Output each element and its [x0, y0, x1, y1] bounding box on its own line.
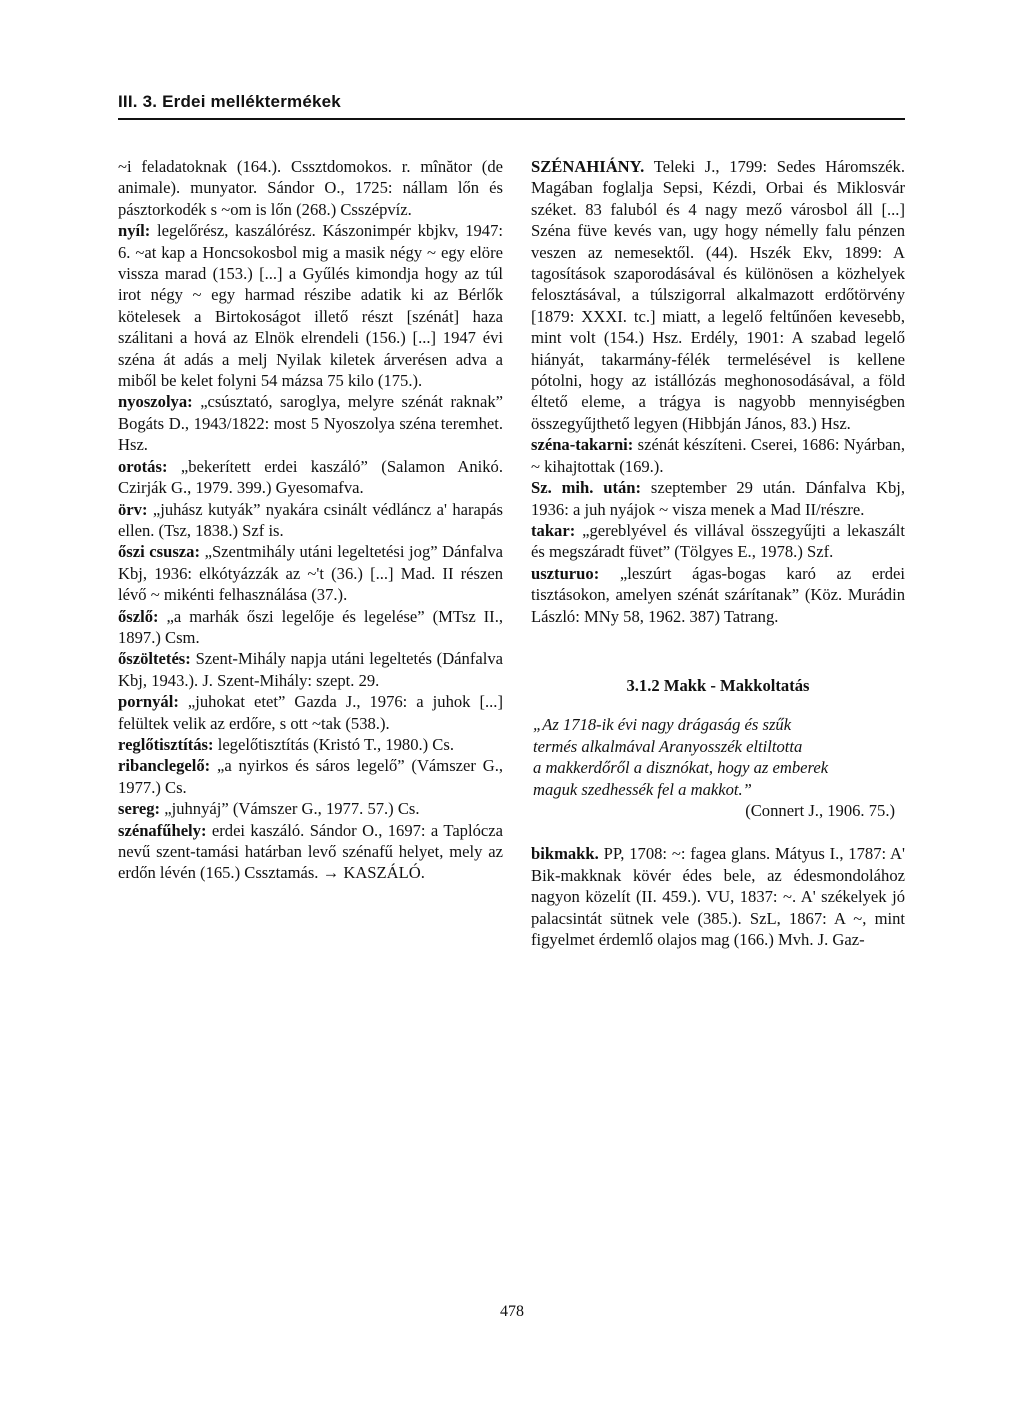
- left-column: [118, 156, 503, 884]
- right-column: [531, 156, 905, 950]
- dictionary-entry: [118, 734, 503, 755]
- entry-text: Szent-Mihály napja utáni legeltetés (Dánfalva Kbj, 1943.). J. Szent-Mihály: szept. 29.: [118, 649, 503, 690]
- dictionary-entry: [118, 820, 503, 884]
- entry-text: „juhnyáj” (Vámszer G., 1977. 57.) Cs.: [164, 799, 420, 819]
- entry-headword: reglőtisztítás:: [118, 734, 214, 754]
- entry-text: „gereblyével és villával összegyűjti a lekaszált és megszáradt füvet” (Tölgyes E., 1978.) Szf.: [531, 520, 905, 562]
- entry-headword: sereg:: [118, 799, 161, 819]
- dictionary-entry: [118, 456, 503, 499]
- quote-line: maguk szedhessék fel a makkot.”: [533, 779, 752, 799]
- entry-headword: uszturuo:: [531, 563, 600, 583]
- dictionary-entry: [118, 755, 503, 798]
- entry-headword: őszi csusza:: [118, 542, 200, 562]
- entry-text: PP, 1708: ~: fagea glans. Mátyus I., 1787: A' Bik-makknak kövér édes bele, az édesmondolához nagyon közelít (II. 459.). VU, 1837: ~. A' székelyek jó palacsintát sütnek vele (385.). SzL, 1867: A ~, mint figyelmet érdemlő olajos mag (166.) Mvh. J. Gaz-: [531, 844, 905, 949]
- epigraph-quote: [531, 714, 905, 800]
- entry-headword: nyoszolya:: [118, 392, 193, 412]
- entry-text: „Szentmihály utáni legeltetési jog” Dánfalva Kbj, 1936: elkótyázzák az ~'t (36.) [...] Mad. II részen lévő ~ mikénti felhasználása (37.).: [118, 542, 503, 605]
- entry-headword: SZÉNAHIÁNY.: [531, 157, 645, 176]
- entry-text: szénát készíteni. Cserei, 1686: Nyárban, ~ kihajtottak (169.).: [531, 435, 905, 476]
- header-rule: [118, 118, 905, 120]
- entry-headword: orotás:: [118, 456, 168, 476]
- entry-headword: nyíl:: [118, 221, 151, 241]
- entry-text: szeptember 29 után. Dánfalva Kbj, 1936: a juh nyájok ~ visza menek a Mad II/részre.: [531, 478, 906, 519]
- dictionary-entry: [118, 156, 503, 220]
- quote-line: a makkerdőről a disznókat, hogy az emberek: [533, 758, 829, 778]
- entry-headword: pornyál:: [118, 692, 179, 712]
- entry-headword: örv:: [118, 499, 148, 519]
- section-heading: 3.1.2 Makk - Makkoltatás: [626, 675, 810, 695]
- dictionary-entry: [531, 520, 905, 563]
- entry-text: „juhokat etet” Gazda J., 1976: a juhok [...] felültek velik az erdőre, s ott ~tak (538.).: [118, 692, 503, 733]
- entry-headword: őszöltetés:: [118, 649, 191, 669]
- entry-text: erdei kaszáló. Sándor O., 1697: a Taplócza nevű szent-tamási határban levő szénafű helyet, mely az erdőn lévén (165.) Cssztamás. → KASZÁLÓ.: [118, 820, 503, 883]
- entry-text: „a nyirkos és sáros legelő” (Vámszer G., 1977.) Cs.: [118, 756, 504, 797]
- dictionary-entry: [531, 563, 905, 627]
- entry-headword: szénafűhely:: [118, 820, 207, 840]
- dictionary-entry: [531, 843, 905, 950]
- dictionary-entry: [118, 606, 503, 649]
- entry-text: „juhász kutyák” nyakára csinált védláncz a' harapás ellen. (Tsz, 1838.) Szf is.: [118, 499, 503, 540]
- quote-line: termés alkalmával Aranyosszék eltiltotta: [533, 736, 803, 756]
- entry-text: „bekerített erdei kaszáló” (Salamon Anikó. Czirják G., 1979. 399.) Gyesomafva.: [118, 456, 503, 498]
- dictionary-entry: [118, 220, 503, 391]
- dictionary-entry: [118, 691, 503, 734]
- dictionary-entry: [118, 541, 503, 605]
- quote-source: (Connert J., 1906. 75.): [745, 800, 895, 820]
- dictionary-entry: [118, 648, 503, 691]
- dictionary-entry: [531, 477, 905, 520]
- dictionary-entry: [531, 156, 905, 434]
- entry-text: „leszúrt ágas-bogas karó az erdei tisztásokon, amelyen szénát szárítanak” (Köz. Murádin László: MNy 58, 1962. 387) Tatrang.: [531, 563, 906, 626]
- entry-text: „a marhák őszi legelője és legelése” (MTsz II., 1897.) Csm.: [118, 606, 504, 647]
- entry-text: legelőtisztítás (Kristó T., 1980.) Cs.: [217, 734, 454, 754]
- dictionary-entry: [118, 798, 503, 819]
- running-header: III. 3. Erdei melléktermékek: [118, 92, 341, 111]
- quote-line: „Az 1718-ik évi nagy drágaság és szűk: [533, 715, 792, 735]
- entry-text: „csúsztató, saroglya, melyre szénát raknak” Bogáts D., 1943/1822: most 5 Nyoszolya széna teremhet. Hsz.: [118, 392, 503, 455]
- dictionary-entry: [118, 499, 503, 542]
- entry-headword: bikmakk.: [531, 844, 599, 864]
- entry-headword: takar:: [531, 520, 576, 540]
- entry-headword: ribanclegelő:: [118, 756, 211, 776]
- page-number: 478: [500, 1303, 524, 1320]
- dictionary-entry: [531, 434, 905, 477]
- entry-headword: széna-takarni:: [531, 435, 634, 455]
- entry-text: ~i feladatoknak (164.). Cssztdomokos. r. mînător (de animale). munyator. Sándor O., 1725: nállam lőn és pásztorkodék s ~om is lőn (268.) Csszépvíz.: [118, 157, 503, 219]
- entry-text: Teleki J., 1799: Sedes Háromszék. Magában foglalja Sepsi, Kézdi, Orbai és Miklosvár széket. 83 faluból és 4 nagy mező városbol áll [...] Széna füve kevés van, ugy hogy némelly falu pénzen veszen az nemesektől. (44). Hszék Ekv, 1899: A tagosítások szaporodásával és különösen a közhelyek felosztásával, a túlszigorral alkalmazott erdőtörvény [1879: XXXI. tc.] miatt, a legelő feltűnően kevesebb, mint volt (154.) Hsz. Erdély, 1901: A szabad legelő hiányát, takarmány-félék termelésével is kellene pótolni, hogy az istállózás meghonosodásával, a föld éltető eleme, a trágya is nagyobb mennyiségben összegyűjthető legyen (Hibbján János, 83.) Hsz.: [531, 157, 905, 433]
- entry-text: legelőrész, kaszálórész. Kászonimpér kbjkv, 1947: 6. ~at kap a Honcsokosbol mig a masik négy ~ egy elöre vissza marad (153.) [...] a Gyűlés kimondja hogy az túl irot négy ~ egy harmad részibe adatik ki az Bérlők kötelesek a Birtokoságot illető részt [szénát] haza szálitani a hová az Elnök elrendeli (156.) [...] 1947 évi széna át adás a melj Nyilak kiletek árverésen adva a miből be kelet folyni 54 mázsa 75 kilo (175.).: [118, 221, 503, 391]
- dictionary-entry: [118, 391, 503, 455]
- entry-headword: őszlő:: [118, 606, 159, 626]
- entry-headword: Sz. mih. után:: [531, 478, 642, 498]
